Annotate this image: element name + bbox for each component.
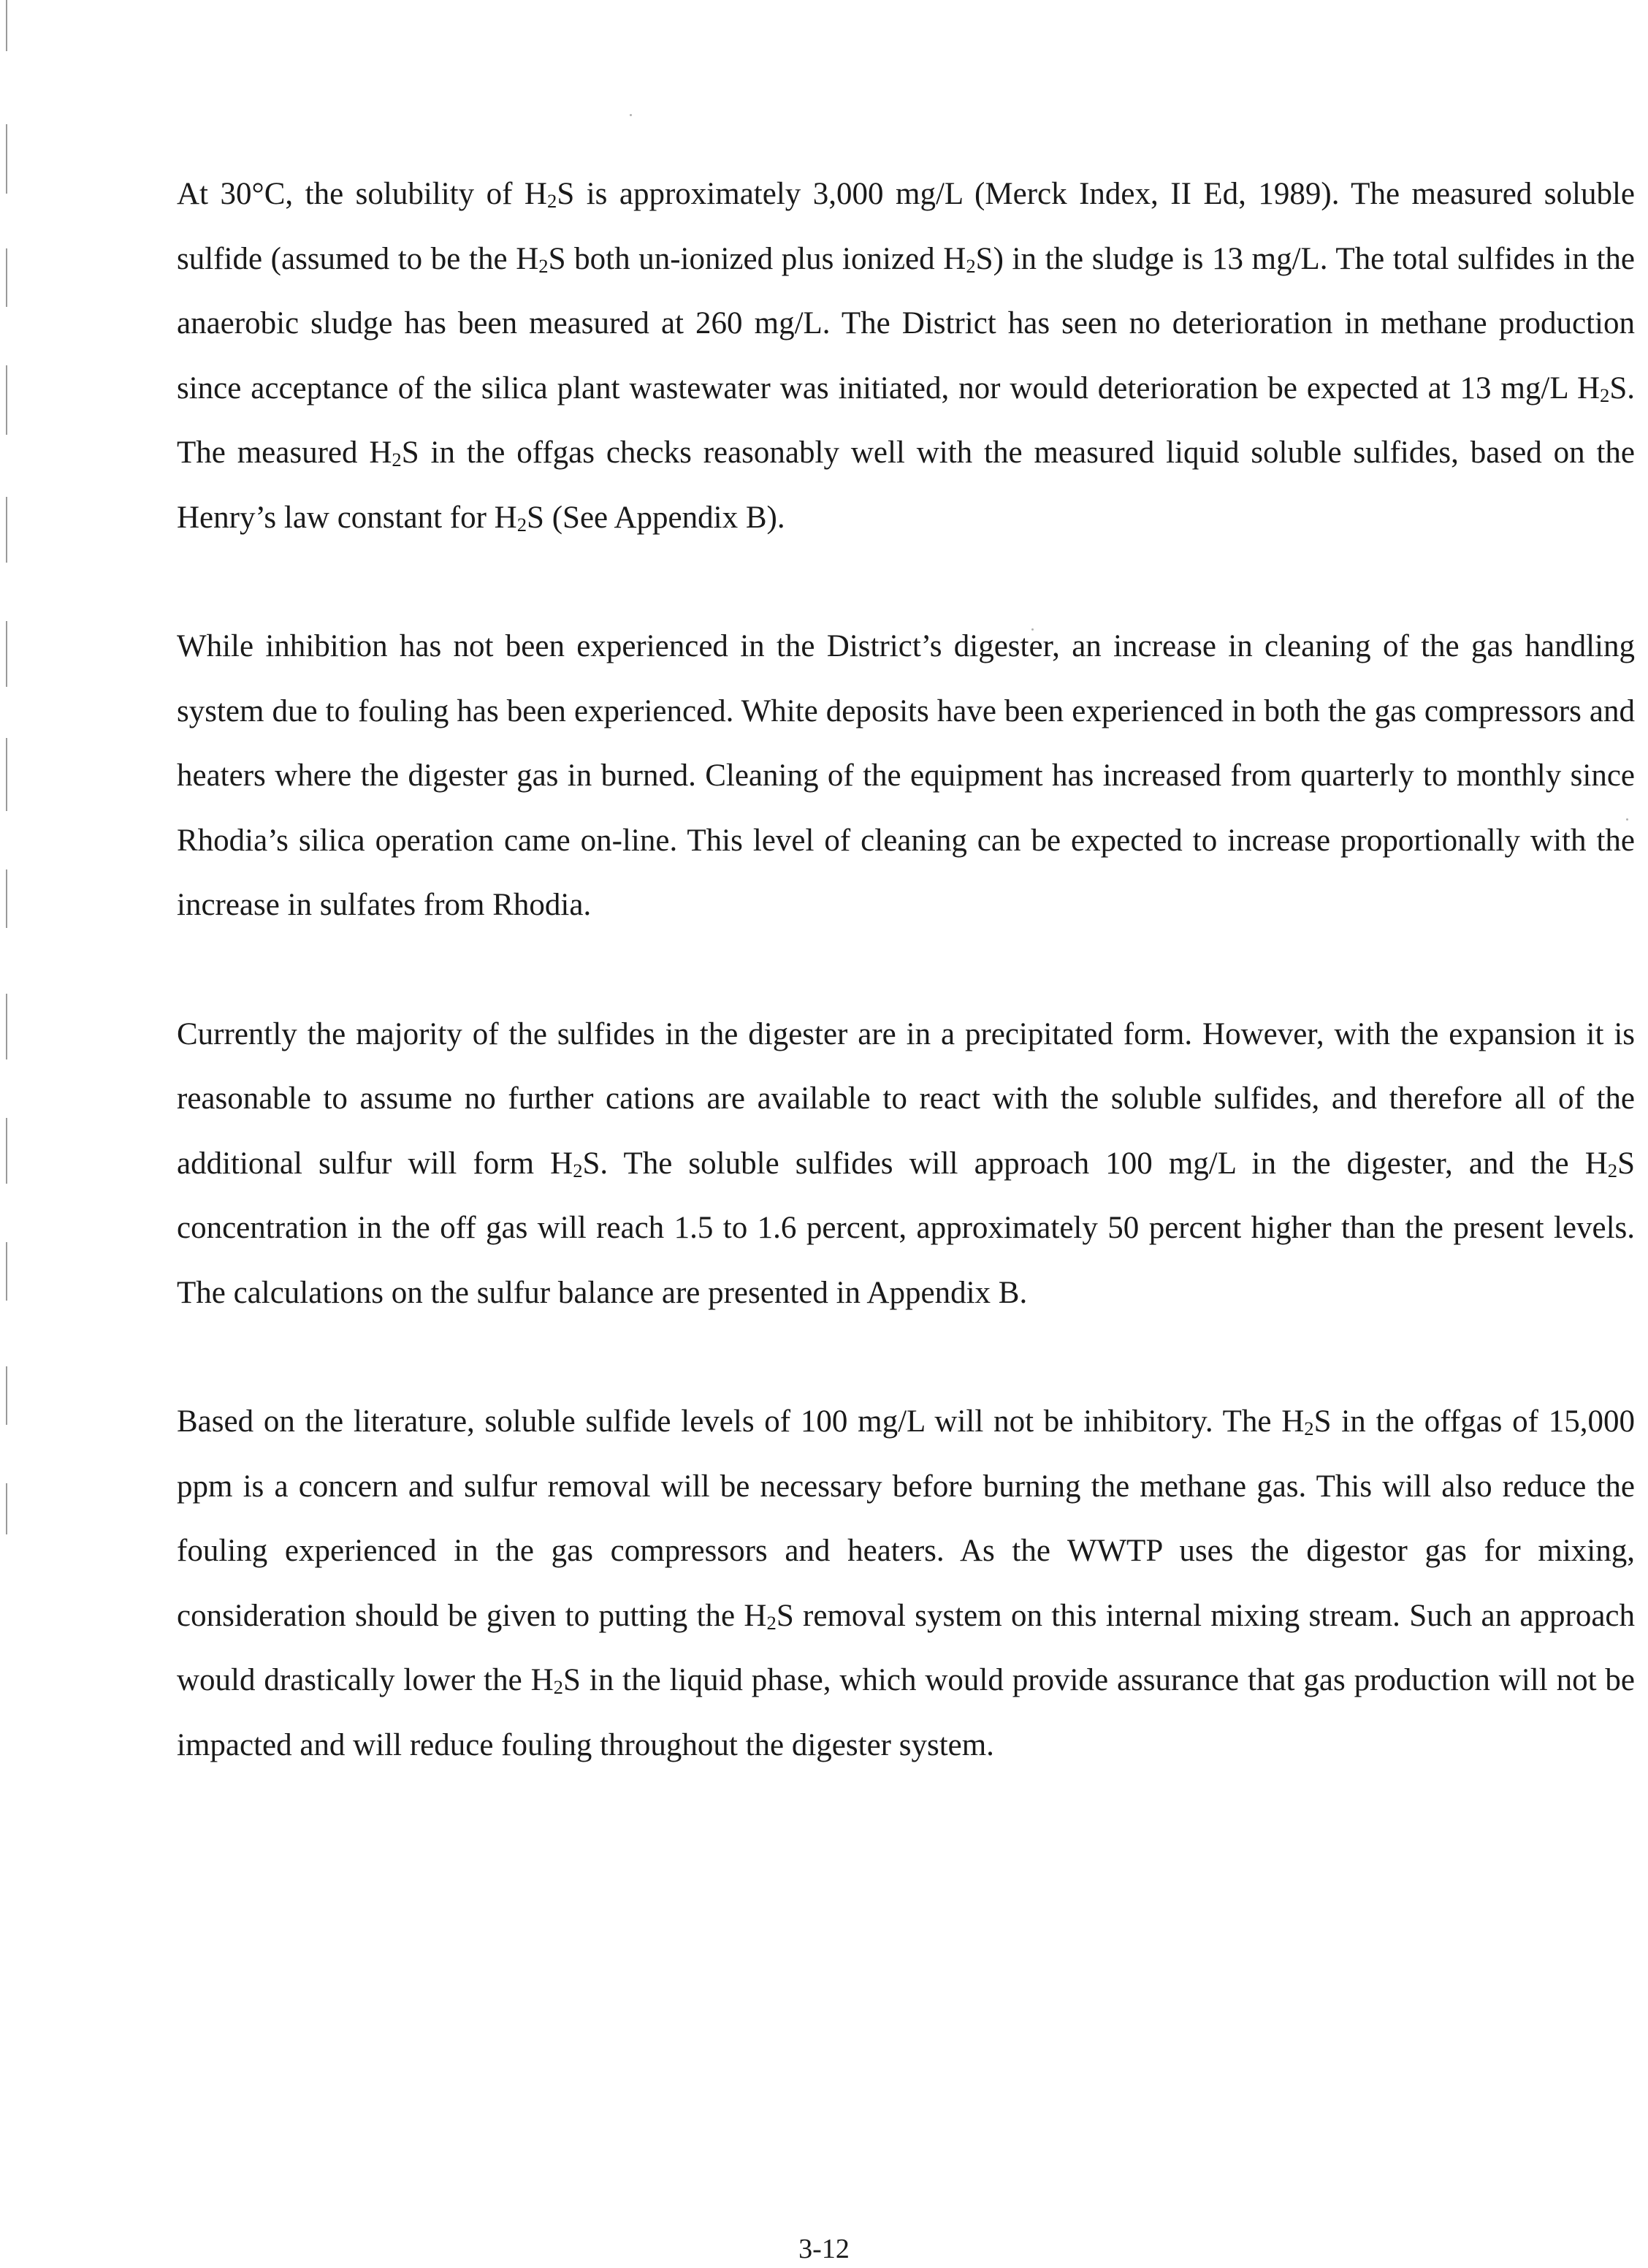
scan-speck bbox=[630, 114, 632, 116]
text-run: At 30°C, the solubility of H bbox=[177, 177, 547, 211]
paragraph-4 bbox=[177, 1390, 1635, 1778]
text-run: S (See Appendix B). bbox=[527, 500, 785, 535]
subscript: 2 bbox=[1600, 384, 1610, 406]
text-run: S in the offgas of 15,000 ppm is a concern and sulfur removal will be necessary before burning the methane gas. This will also reduce the fouling experienced in the gas compressors and heaters. As the WWTP uses the digestor gas for mixing, consideration should be given to putting the H bbox=[177, 1404, 1635, 1633]
text-run: S both un-ionized plus ionized H bbox=[548, 241, 966, 276]
subscript: 2 bbox=[538, 254, 549, 277]
text-run: S in the offgas checks reasonably well with the measured liquid soluble sulfides, based on the Henry’s law constant for H bbox=[177, 435, 1635, 535]
subscript: 2 bbox=[392, 448, 402, 471]
text-run: While inhibition has not been experienced in the District’s digester, an increase in cleaning of the gas handling system due to fouling has been experienced. White deposits have been experienced in both the gas compressors and heaters where the digester gas in burned. Cleaning of the equipment has increased from quarterly to monthly since Rhodia’s silica operation came on-line. This level of cleaning can be expected to increase proportionally with the increase in sulfates from Rhodia. bbox=[177, 629, 1635, 922]
subscript: 2 bbox=[966, 254, 976, 277]
text-run: Currently the majority of the sulfides in the digester are in a precipitated form. However, with the expansion it is reasonable to assume no further cations are available to react with the soluble sulfides, and therefore all of the additional sulfur will form H bbox=[177, 1016, 1635, 1181]
subscript: 2 bbox=[1304, 1417, 1314, 1439]
subscript: 2 bbox=[766, 1611, 777, 1634]
text-run: S is approximately 3,000 mg/L (Merck Index, II Ed, 1989). The measured soluble sulfide (assumed to be the H bbox=[177, 177, 1635, 276]
subscript: 2 bbox=[553, 1675, 563, 1698]
body-text bbox=[177, 162, 1635, 1842]
subscript: 2 bbox=[546, 189, 557, 212]
text-run: S removal system on this internal mixing stream. Such an approach would drastically lower the H bbox=[177, 1598, 1635, 1697]
text-run: S. The measured H bbox=[177, 370, 1635, 470]
scan-edge-marks bbox=[6, 0, 16, 1534]
text-run: S concentration in the off gas will reach 1.5 to 1.6 percent, approximately 50 percent higher than the present levels. The calculations on the sulfur balance are presented in Appendix B. bbox=[177, 1146, 1635, 1310]
paragraph-1 bbox=[177, 162, 1635, 550]
text-run: S. The soluble sulfides will approach 100 mg/L in the digester, and the H bbox=[582, 1146, 1608, 1181]
subscript: 2 bbox=[516, 513, 527, 536]
text-run: Based on the literature, soluble sulfide levels of 100 mg/L will not be inhibitory. The H bbox=[177, 1404, 1305, 1439]
text-run: S) in the sludge is 13 mg/L. The total sulfides in the anaerobic sludge has been measured at 260 mg/L. The District has seen no deterioration in methane production since acceptance of the silica plant wastewater was initiated, nor would deterioration be expected at 13 mg/L H bbox=[177, 241, 1635, 406]
page-number: 3-12 bbox=[798, 2234, 850, 2264]
paragraph-2 bbox=[177, 614, 1635, 938]
text-run: S in the liquid phase, which would provide assurance that gas production will not be impacted and will reduce fouling throughout the digester system. bbox=[177, 1663, 1635, 1762]
paragraph-3 bbox=[177, 1002, 1635, 1326]
subscript: 2 bbox=[573, 1159, 583, 1181]
subscript: 2 bbox=[1607, 1159, 1618, 1181]
